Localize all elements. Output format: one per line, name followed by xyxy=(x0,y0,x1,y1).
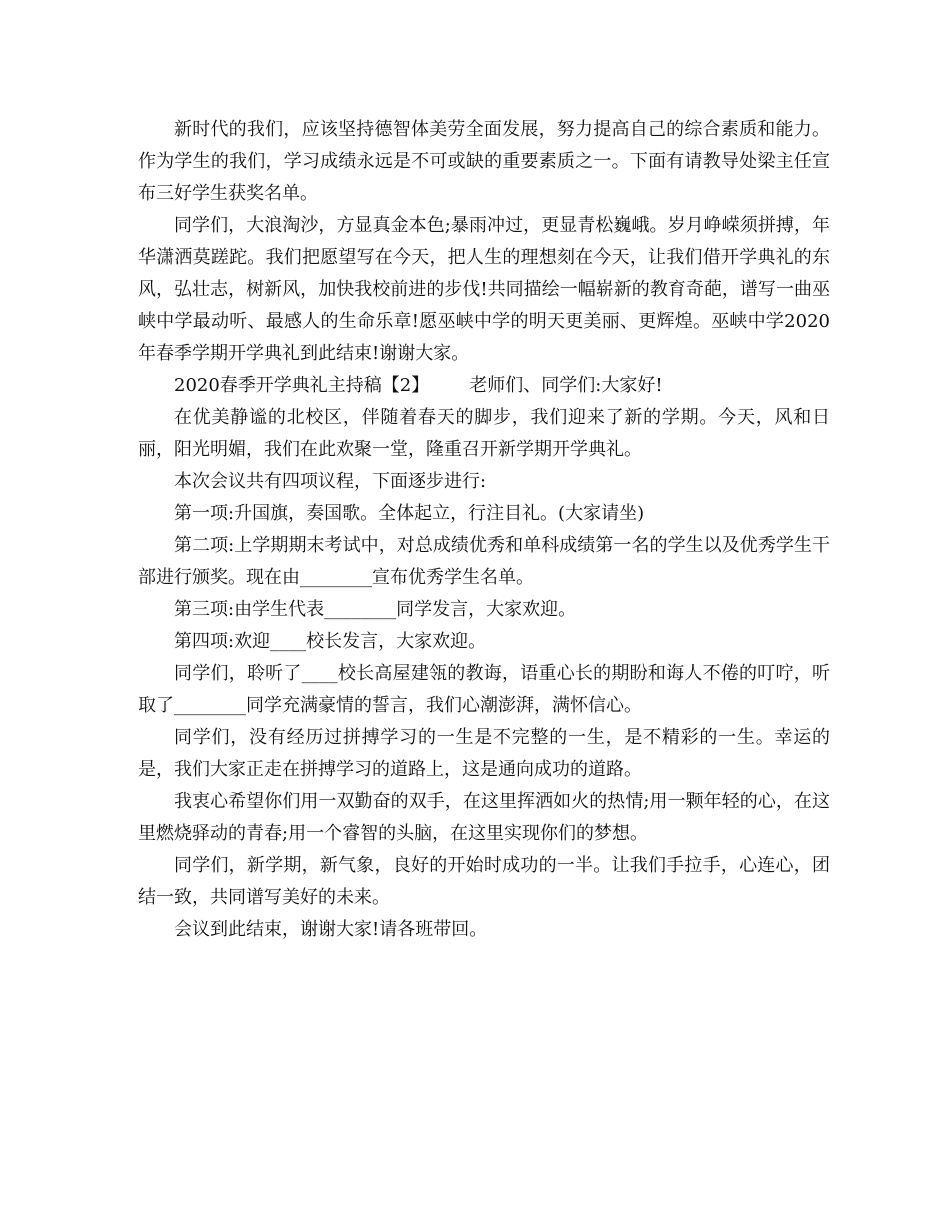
agenda-item-1: 第一项:升国旗，奏国歌。全体起立，行注目礼。(大家请坐) xyxy=(174,503,645,524)
agenda-item-2: 第二项:上学期期末考试中，对总成绩优秀和单科成绩第一名的学生以及优秀学生干部进行颁奖。现在由________宣布优秀学生名单。 xyxy=(138,535,830,588)
paragraph: 同学们，没有经历过拼搏学习的一生是不完整的一生，是不精彩的一生。幸运的是，我们大家正走在拼搏学习的道路上，这是通向成功的道路。 xyxy=(138,727,830,780)
paragraph: 同学们，新学期，新气象，良好的开始时成功的一半。让我们手拉手，心连心，团结一致，共同谱写美好的未来。 xyxy=(138,855,830,908)
paragraph: 同学们，大浪淘沙，方显真金本色;暴雨冲过，更显青松巍峨。岁月峥嵘须拼搏，年华潇洒莫蹉跎。我们把愿望写在今天，把人生的理想刻在今天，让我们借开学典礼的东风，弘壮志，树新风，加快我校前进的步伐!共同描绘一幅崭新的教育奇葩，谱写一曲巫峡中学最动听、最感人的生命乐章!愿巫峡中学的明天更美丽、更辉煌。巫峡中学2020年春季学期开学典礼到此结束!谢谢大家。 xyxy=(138,215,830,364)
closing-paragraph: 会议到此结束，谢谢大家!请各班带回。 xyxy=(174,919,488,940)
paragraph: 同学们，聆听了____校长高屋建瓴的教诲，语重心长的期盼和诲人不倦的叮咛，听取了________同学充满豪情的誓言，我们心潮澎湃，满怀信心。 xyxy=(138,663,830,716)
paragraph: 在优美静谧的北校区，伴随着春天的脚步，我们迎来了新的学期。今天，风和日丽，阳光明媚，我们在此欢聚一堂，隆重召开新学期开学典礼。 xyxy=(138,407,830,460)
paragraph: 新时代的我们，应该坚持德智体美劳全面发展，努力提高自己的综合素质和能力。作为学生的我们，学习成绩永远是不可或缺的重要素质之一。下面有请教导处梁主任宣布三好学生获奖名单。 xyxy=(138,119,830,204)
section-title: 2020春季开学典礼主持稿【2】 xyxy=(174,375,430,396)
paragraph: 我衷心希望你们用一双勤奋的双手，在这里挥洒如火的热情;用一颗年轻的心，在这里燃烧驿动的青春;用一个睿智的头脑，在这里实现你们的梦想。 xyxy=(138,791,830,844)
agenda-item-3: 第三项:由学生代表________同学发言，大家欢迎。 xyxy=(174,599,577,620)
paragraph: 本次会议共有四项议程，下面逐步进行: xyxy=(174,471,487,492)
agenda-item-4: 第四项:欢迎____校长发言，大家欢迎。 xyxy=(174,631,487,652)
heading-line xyxy=(138,370,830,402)
document-body xyxy=(138,114,830,946)
greeting: 老师们、同学们:大家好! xyxy=(469,375,663,396)
